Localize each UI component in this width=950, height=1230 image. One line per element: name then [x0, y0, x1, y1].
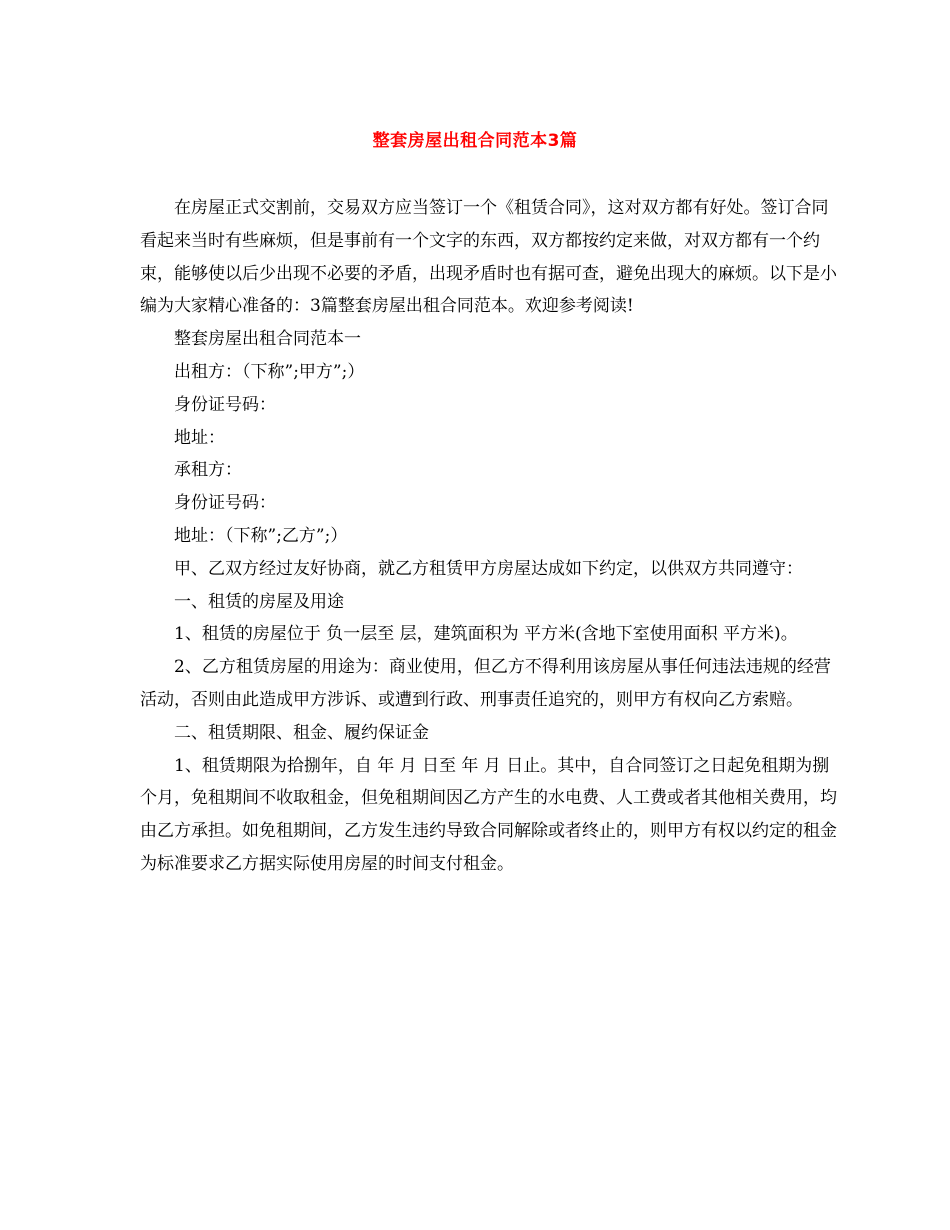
clause-lease-term: 1、租赁期限为拾捌年，自 年 月 日至 年 月 日止。其中，自合同签订之日起免租期为捌个月，免租期间不收取租金，但免租期间因乙方产生的水电费、人工费或者其他相关费用，均由乙方承担。如免租期间，乙方发生违约导致合同解除或者终止的，则甲方有权以约定的租金为标准要求乙方据实际使用房屋的时间支付租金。 — [140, 755, 837, 874]
document-body — [140, 192, 840, 881]
intro-paragraph: 在房屋正式交割前，交易双方应当签订一个《租赁合同》，这对双方都有好处。签订合同看起来当时有些麻烦，但是事前有一个文字的东西，双方都按约定来做，对双方都有一个约束，能够使以后少出现不必要的矛盾，出现矛盾时也有据可查，避免出现大的麻烦。以下是小编为大家精心准备的：3篇整套房屋出租合同范本。欢迎参考阅读! — [140, 198, 837, 317]
section-heading-term-rent: 二、租赁期限、租金、履约保证金 — [174, 722, 429, 743]
lessor-line: 出租方：（下称”;甲方”;） — [174, 361, 365, 382]
lessor-address-line: 地址： — [174, 427, 225, 448]
lessor-id-line: 身份证号码： — [174, 394, 276, 415]
agreement-preamble: 甲、乙双方经过友好协商，就乙方租赁甲方房屋达成如下约定，以供双方共同遵守： — [174, 558, 803, 579]
clause-premises-use: 2、乙方租赁房屋的用途为：商业使用，但乙方不得利用该房屋从事任何违法违规的经营活动，否则由此造成甲方涉诉、或遭到行政、刑事责任追究的，则甲方有权向乙方索赔。 — [140, 657, 831, 710]
lessee-line: 承租方： — [174, 460, 242, 481]
section-heading-premises: 一、租赁的房屋及用途 — [174, 591, 344, 612]
section-heading-contract-one: 整套房屋出租合同范本一 — [174, 329, 361, 350]
lessee-id-line: 身份证号码： — [174, 493, 276, 514]
clause-premises-location: 1、租赁的房屋位于 负一层至 层，建筑面积为 平方米(含地下室使用面积 平方米)。 — [174, 624, 798, 645]
document-title: 整套房屋出租合同范本3篇 — [372, 131, 578, 151]
lessee-address-line: 地址：（下称”;乙方”;） — [174, 525, 348, 546]
